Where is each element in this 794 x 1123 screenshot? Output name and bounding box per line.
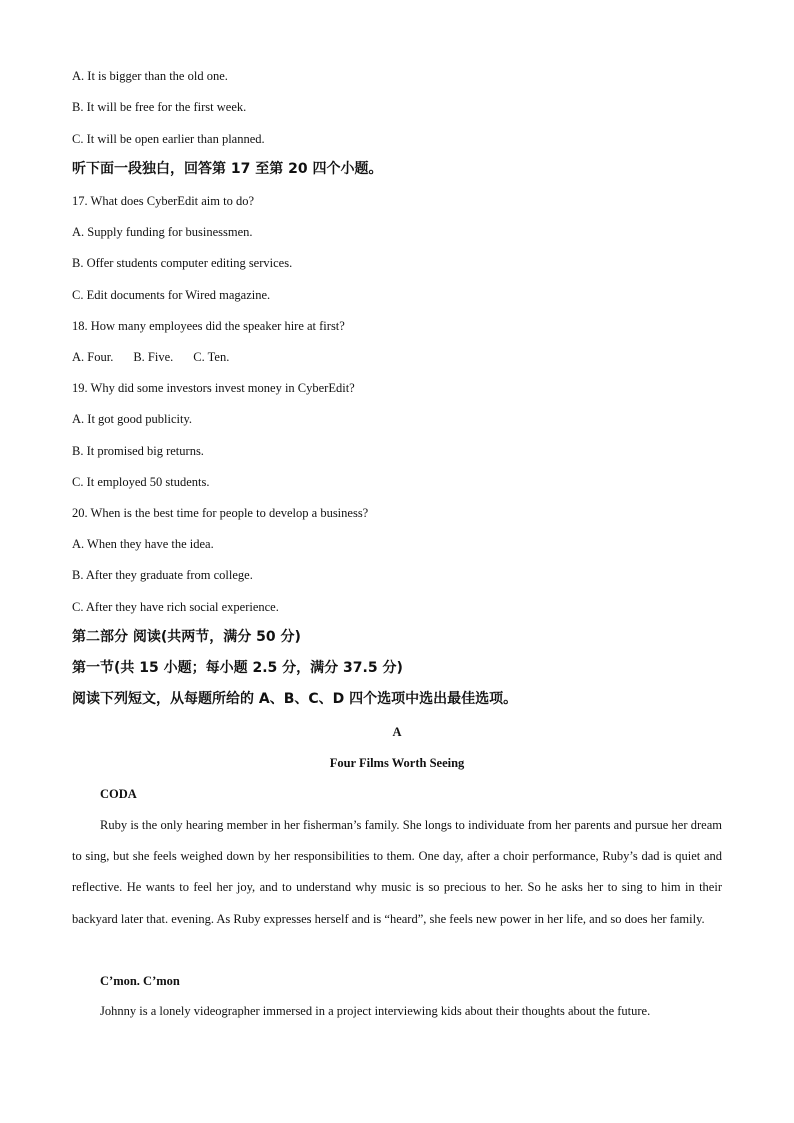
q20-option-a: A. When they have the idea. [72, 537, 214, 551]
q16-option-c: C. It will be open earlier than planned. [72, 132, 265, 146]
q18-options [72, 349, 249, 365]
passage-title: Four Films Worth Seeing [329, 756, 465, 770]
q19-option-b: B. It promised big returns. [72, 444, 204, 458]
q17-option-c: C. Edit documents for Wired magazine. [72, 288, 271, 302]
monologue-instruction: 听下面一段独白，回答第 17 至第 20 四个小题。 [72, 161, 383, 177]
q18-option-b: B. Five. [133, 350, 174, 364]
film1-title: CODA [100, 787, 137, 801]
q20-option-b: B. After they graduate from college. [72, 568, 253, 582]
section1-heading: 第一节(共 15 小题；每小题 2.5 分，满分 37.5 分) [72, 660, 403, 676]
q18-option-a: A. Four. [72, 350, 114, 364]
q20-stem: 20. When is the best time for people to develop a business? [72, 506, 369, 520]
part2-heading: 第二部分 阅读(共两节，满分 50 分) [72, 629, 301, 645]
passage-label: A [392, 725, 402, 739]
reading-instruction: 阅读下列短文，从每题所给的 A、B、C、D 四个选项中选出最佳选项。 [72, 691, 518, 707]
film2-paragraph: Johnny is a lonely videographer immersed in a project interviewing kids about their thoughts about the future. [100, 1004, 651, 1018]
q17-option-b: B. Offer students computer editing services. [72, 256, 293, 270]
q17-stem: 17. What does CyberEdit aim to do? [72, 194, 255, 208]
q17-option-a: A. Supply funding for businessmen. [72, 225, 253, 239]
q19-stem: 19. Why did some investors invest money in CyberEdit? [72, 381, 355, 395]
q18-stem: 18. How many employees did the speaker hire at first? [72, 319, 345, 333]
q19-option-c: C. It employed 50 students. [72, 475, 210, 489]
q18-option-c: C. Ten. [193, 350, 230, 364]
q16-option-b: B. It will be free for the first week. [72, 100, 247, 114]
q16-option-a: A. It is bigger than the old one. [72, 69, 228, 83]
q19-option-a: A. It got good publicity. [72, 412, 193, 426]
film1-paragraph: Ruby is the only hearing member in her fisherman’s family. She longs to individuate from her parents and pursue her dream to sing, but she feels weighed down by her responsibilities to them. One day, after a choir performance, Ruby’s dad is quiet and reflective. He wants to feel her joy, and to understand why music is so precious to her. So he asks her to sing to him in their backyard later that. evening. As Ruby expresses herself and is “heard”, she feels new power in her life, and so does her family. [72, 818, 722, 926]
film2-title: C’mon. C’mon [100, 974, 180, 988]
q20-option-c: C. After they have rich social experience. [72, 600, 279, 614]
